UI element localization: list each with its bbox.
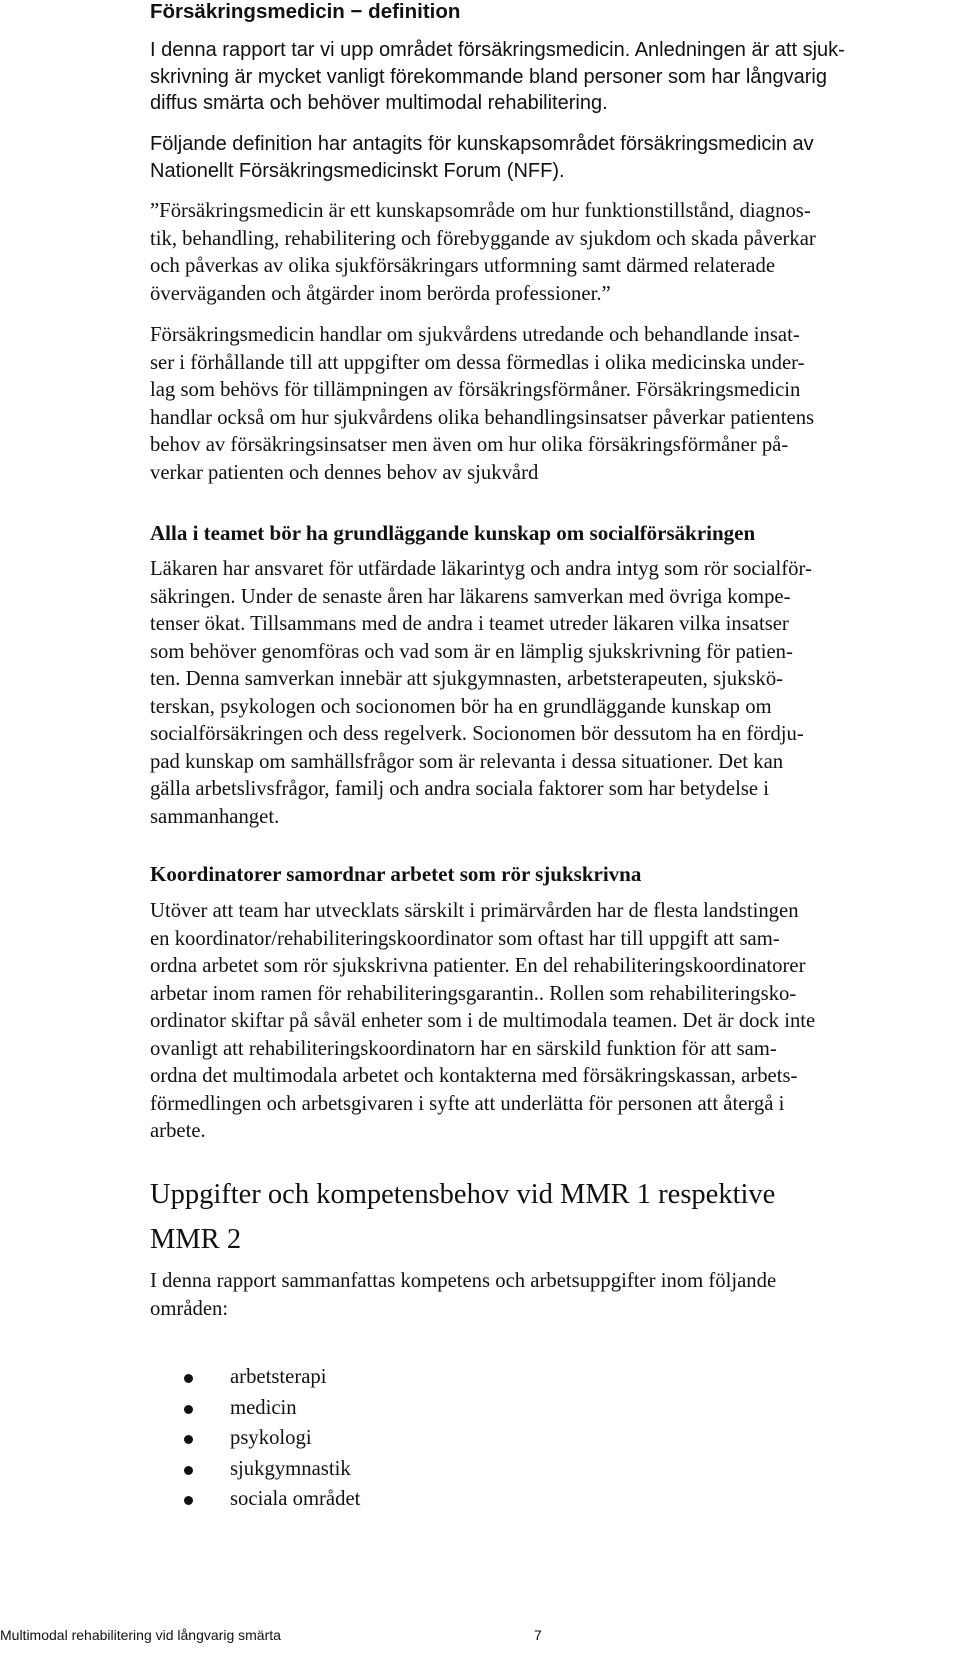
heading-line: MMR 2 bbox=[150, 1224, 242, 1255]
text-line: områden: bbox=[150, 1297, 229, 1320]
list-item-text: sociala området bbox=[230, 1488, 361, 1510]
text-line: ser i förhållande till att uppgifter om dessa förmedlas i olika medicinska under- bbox=[150, 351, 805, 374]
section-heading-coordinators: Koordinatorer samordnar arbetet som rör sjukskrivna bbox=[150, 862, 642, 886]
definition-quote bbox=[150, 198, 940, 308]
paragraph-team-knowledge bbox=[150, 556, 940, 831]
text-line: Utöver att team har utvecklats särskilt i primärvården har de flesta landstingen bbox=[150, 900, 799, 922]
bullet-icon bbox=[184, 1466, 193, 1475]
list-item-text: arbetsterapi bbox=[230, 1366, 327, 1388]
list-item bbox=[150, 1454, 360, 1485]
section-heading-definition: Försäkringsmedicin − definition bbox=[150, 0, 461, 23]
list-item bbox=[150, 1423, 360, 1454]
text-line: arbetar inom ramen för rehabiliteringsgarantin.. Rollen som rehabiliteringsko- bbox=[150, 982, 797, 1005]
text-line: ovanligt att rehabiliteringskoordinatorn har en särskild funktion för att sam- bbox=[150, 1037, 777, 1060]
text-line: sammanhanget. bbox=[150, 805, 280, 828]
text-line: Nationellt Försäkringsmedicinskt Forum (NFF). bbox=[150, 159, 565, 182]
text-line: och påverkas av olika sjukförsäkringars utformning samt därmed relaterade bbox=[150, 255, 775, 277]
bullet-icon bbox=[184, 1435, 193, 1444]
paragraph-coordinators bbox=[150, 898, 940, 1146]
areas-list bbox=[150, 1362, 360, 1515]
text-line: tenser ökat. Tillsammans med de andra i teamet utreder läkaren vilka insatser bbox=[150, 613, 789, 635]
text-line: ordna det multimodala arbetet och kontakterna med försäkringskassan, arbets- bbox=[150, 1065, 798, 1087]
list-item-text: sjukgymnastik bbox=[230, 1457, 351, 1480]
text-line: säkringen. Under de senaste åren har läkarens samverkan med övriga kompe- bbox=[150, 585, 791, 608]
text-line: handlar också om hur sjukvårdens olika behandlingsinsatser påverkar patientens bbox=[150, 406, 815, 429]
text-line: ten. Denna samverkan innebär att sjukgymnasten, arbetsterapeuten, sjukskö- bbox=[150, 668, 784, 690]
text-line: pad kunskap om samhällsfrågor som är relevanta i dessa situationer. Det kan bbox=[150, 750, 784, 773]
text-line: skrivning är mycket vanligt förekommande bland personer som har långvarig bbox=[150, 65, 827, 88]
list-item bbox=[150, 1393, 360, 1424]
text-line: diffus smärta och behöver multimodal rehabilitering. bbox=[150, 92, 608, 115]
text-line: förmedlingen och arbetsgivaren i syfte att underlätta för personen att återgå i bbox=[150, 1092, 785, 1115]
paragraph-areas-intro bbox=[150, 1268, 940, 1323]
text-line: behov av försäkringsinsatser men även om hur olika försäkringsförmåner på- bbox=[150, 434, 789, 456]
text-line: tik, behandling, rehabilitering och förebyggande av sjukdom och skada påverkar bbox=[150, 227, 816, 250]
paragraph-definition-lead bbox=[150, 131, 940, 184]
text-line: Försäkringsmedicin handlar om sjukvårdens utredande och behandlande insat- bbox=[150, 324, 800, 346]
bullet-icon bbox=[184, 1496, 193, 1505]
list-item bbox=[150, 1484, 360, 1515]
list-item-text: psykologi bbox=[230, 1427, 312, 1449]
text-line: I denna rapport tar vi upp området försäkringsmedicin. Anledningen är att sjuk- bbox=[150, 39, 845, 61]
bullet-icon bbox=[184, 1374, 193, 1383]
section-heading-team-knowledge: Alla i teamet bör ha grundläggande kunskap om socialförsäkringen bbox=[150, 521, 756, 545]
text-line: lag som behövs för tillämpningen av försäkringsförmåner. Försäkringsmedicin bbox=[150, 379, 801, 401]
text-line: ordinator skiftar på såväl enheter som i de multimodala teamen. Det är dock inte bbox=[150, 1010, 816, 1032]
text-line: Läkaren har ansvaret för utfärdade läkarintyg och andra intyg som rör socialför- bbox=[150, 558, 812, 580]
text-line: överväganden och åtgärder inom berörda professioner.” bbox=[150, 282, 611, 305]
list-item-text: medicin bbox=[230, 1396, 297, 1419]
section-heading-tasks-competence bbox=[150, 1172, 910, 1262]
text-line: ordna arbetet som rör sjukskrivna patienter. En del rehabiliteringskoordinatorer bbox=[150, 955, 806, 977]
heading-line: Uppgifter och kompetensbehov vid MMR 1 respektive bbox=[150, 1179, 776, 1210]
text-line: arbete. bbox=[150, 1120, 206, 1142]
text-line: en koordinator/rehabiliteringskoordinator som oftast har till uppgift att sam- bbox=[150, 927, 780, 950]
paragraph-intro bbox=[150, 37, 940, 117]
text-line: I denna rapport sammanfattas kompetens och arbetsuppgifter inom följande bbox=[150, 1270, 777, 1292]
list-item bbox=[150, 1362, 360, 1393]
text-line: som behöver genomföras och vad som är en lämplig sjukskrivning för patien- bbox=[150, 640, 793, 663]
page-number: 7 bbox=[534, 1627, 542, 1643]
text-line: socialförsäkringen och dess regelverk. Socionomen bör dessutom ha en fördju- bbox=[150, 723, 804, 745]
text-line: Följande definition har antagits för kunskapsområdet försäkringsmedicin av bbox=[150, 133, 814, 155]
footer-title: Multimodal rehabilitering vid långvarig smärta bbox=[0, 1627, 281, 1643]
text-line: verkar patienten och dennes behov av sjukvård bbox=[150, 461, 539, 484]
text-line: ”Försäkringsmedicin är ett kunskapsområde om hur funktionstillstånd, diagnos- bbox=[150, 200, 811, 222]
text-line: terskan, psykologen och socionomen bör ha en grundläggande kunskap om bbox=[150, 695, 772, 718]
paragraph-insurance-medicine bbox=[150, 322, 940, 487]
bullet-icon bbox=[184, 1405, 193, 1414]
text-line: gälla arbetslivsfrågor, familj och andra sociala faktorer som har betydelse i bbox=[150, 778, 769, 800]
